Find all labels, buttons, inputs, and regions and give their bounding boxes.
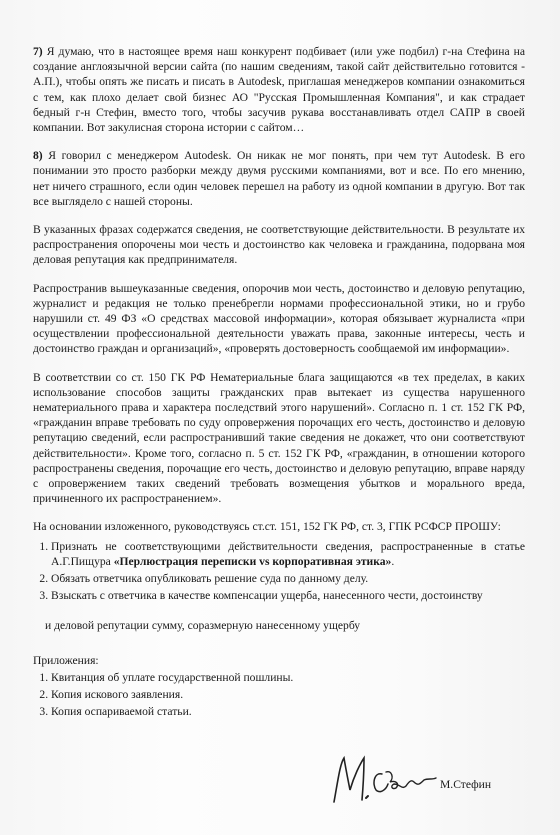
signatory-name: М.Стефин [440, 778, 492, 791]
appendix-item: 1. Квитанция об уплате государственной пошлины. [51, 670, 525, 685]
paragraph-7 [33, 44, 525, 135]
paragraph-text: Я думаю, что в настоящее время наш конкурент подбивает (или уже подбил) г-на Стефина на создание англоязычной версии сайта (по нашим сведениям, такой сайт действительно готовится - А.П.), чтобы опять же писать и писать в Autodesk, приглашая менеджеров компании ознакомиться с тем, как плохо делает свой бизнес АО "Русская Промышленная Компания", и как страдает бедный г-н Стефин, вместо того, чтобы засучив рукава восстанавливать отдел САПР в своей компании. Вот закулисная сторона истории с сайтом… [33, 45, 525, 135]
paragraph-legal-basis: В соответствии со ст. 150 ГК РФ Нематериальные блага защищаются «в тех пределах, в каких использование способов защиты гражданских прав вытекает из существа нарушенного нематериального права и характера последствий этого нарушений». Согласно п. 1 ст. 152 ГК РФ, «гражданин вправе требовать по суду опровержения порочащих его честь, достоинство и деловую репутацию сведений, если распространивший такие сведения не докажет, что они соответствуют действительности». Кроме того, согласно п. 5 ст. 152 ГК РФ, «гражданин, в отношении которого распространены сведения, порочащие его честь, достоинство и деловую репутацию, вправе наряду с опровержением таких сведений требовать возмещения убытков и морального вреда, причиненного их распространением». [33, 370, 525, 506]
paragraph-text: Я говорил с менеджером Autodesk. Он никак не мог понять, при чем тут Autodesk. В его понимании это просто разборки между двумя русскими компаниями, вот и все. По его мнению, нет ничего страшного, если один человек перешел на работу из одной компании в другую. Вот так все выглядело с нашей стороны. [33, 149, 525, 208]
handwritten-signature [330, 750, 440, 810]
paragraph-8 [33, 148, 525, 209]
paragraph-violation: Распространив вышеуказанные сведения, опорочив мои честь, достоинство и деловую репутацию, журналист и редакция не только пренебрегли нормами профессиональной этики, но и грубо нарушили ст. 49 ФЗ «О средствах массовой информации», которая обязывает журналиста «при осуществлении профессиональной деятельности уважать права, законные интересы, честь и достоинство граждан и организаций», «проверять достоверность сообщаемой им информации». [33, 281, 525, 356]
paragraph-claim: В указанных фразах содержатся сведения, не соответствующие действительности. В результате их распространения опорочены мои честь и достоинство как человека и гражданина, подорвана моя деловая репутация как предпринимателя. [33, 223, 525, 267]
request-intro: На основании изложенного, руководствуясь ст.ст. 151, 152 ГК РФ, ст. 3, ГПК РСФСР ПРОШУ: [33, 520, 501, 534]
article-title: «Перлюстрация переписки vs корпоративная этика» [113, 554, 392, 568]
appendix-title: Приложения: [33, 653, 99, 667]
appendix-list [33, 670, 525, 720]
paragraph-number: 8) [33, 149, 43, 163]
appendix-item: 3. Копия оспариваемой статьи. [51, 704, 525, 719]
request-item-continuation: и деловой репутации сумму, соразмерную нанесенному ущербу [45, 618, 361, 632]
signature-block [330, 750, 540, 810]
request-item: 2. Обязать ответчика опубликовать решение суда по данному делу. [51, 571, 525, 586]
request-item: 1. Признать не соответствующими действительности сведения, распространенные в статье А.Г.Пищура «Перлюстрация переписки vs корпоративная этика». [51, 539, 525, 569]
document-body [33, 44, 525, 722]
appendix-item: 2. Копия искового заявления. [51, 687, 525, 702]
request-item: 3. Взыскать с ответчика в качестве компенсации ущерба, нанесенного чести, достоинству [51, 588, 525, 603]
paragraph-number: 7) [33, 45, 43, 58]
request-list [33, 539, 525, 604]
